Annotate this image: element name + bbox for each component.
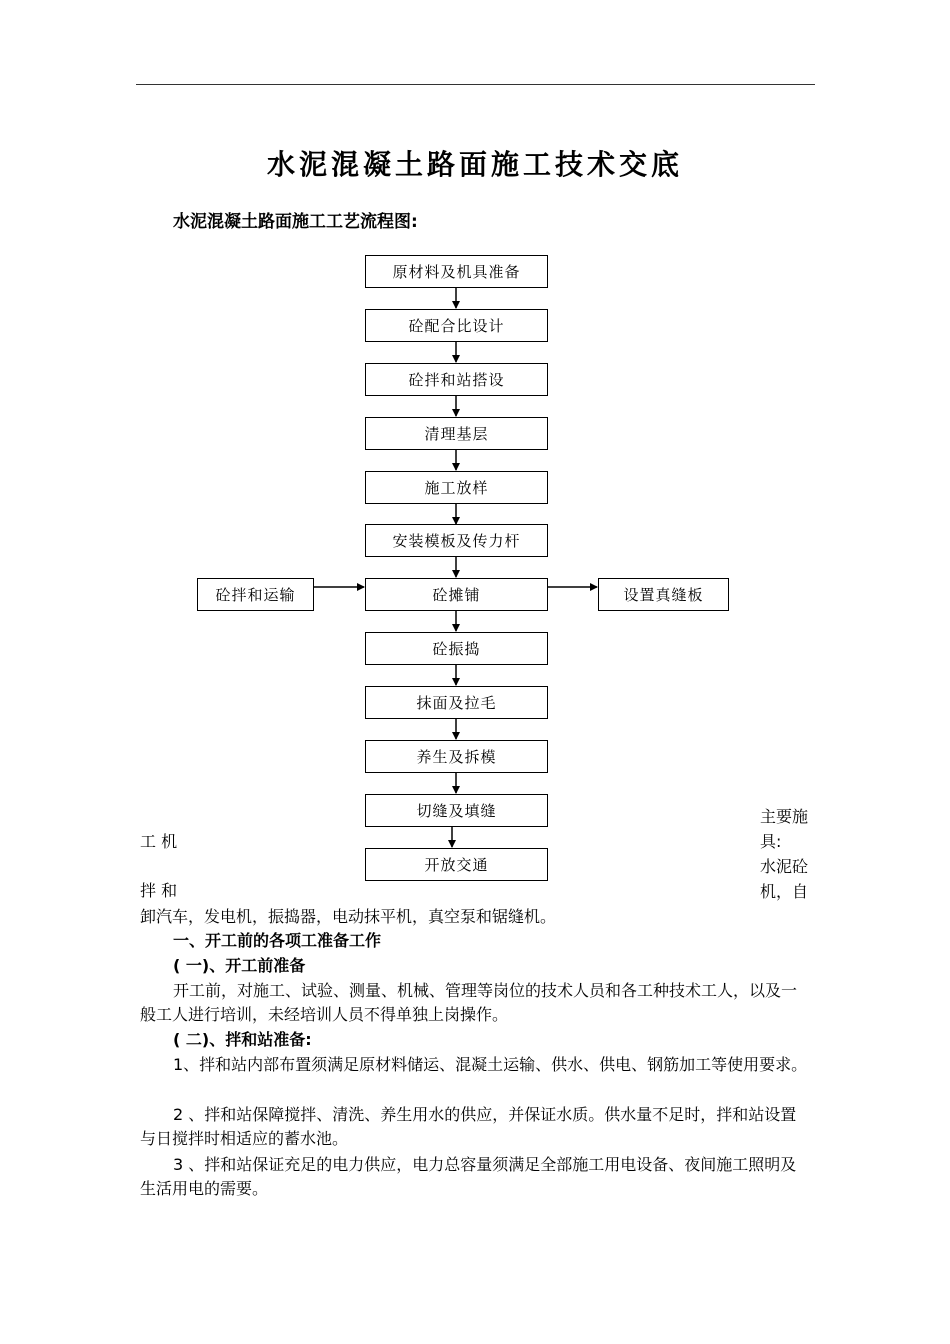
flow-step: 砼振捣 xyxy=(365,632,548,665)
paragraph: 开工前，对施工、试验、测量、机械、管理等岗位的技术人员和各工种技术工人，以及一般工人进行培训，未经培训人员不得单独上岗操作。 xyxy=(140,981,798,1024)
wrapped-text-left-1: 工 机 xyxy=(140,832,178,851)
list-item: 2 、拌和站保障搅拌、清洗、养生用水的供应，并保证水质。供水量不足时，拌和站设置与日搅拌时相适应的蓄水池。 xyxy=(140,1105,797,1148)
document-title: 水泥混凝土路面施工技术交底 xyxy=(266,148,683,181)
flow-side-box-left: 砼拌和运输 xyxy=(197,578,314,611)
equipment-line: 卸汽车，发电机，振捣器，电动抹平机，真空泵和锯缝机。 xyxy=(140,907,557,926)
flowchart-caption: 水泥混凝土路面施工工艺流程图: xyxy=(173,212,418,232)
flow-step: 清理基层 xyxy=(365,417,548,450)
flow-step: 原材料及机具准备 xyxy=(365,255,548,288)
flow-side-box-right: 设置真缝板 xyxy=(598,578,729,611)
flow-step: 开放交通 xyxy=(365,848,548,881)
flow-step: 施工放样 xyxy=(365,471,548,504)
list-item: 3 、拌和站保证充足的电力供应，电力总容量须满足全部施工用电设备、夜间施工照明及生活用电的需要。 xyxy=(140,1155,797,1198)
wrapped-text-right-2: 具: xyxy=(760,832,782,851)
flow-step: 砼摊铺 xyxy=(365,578,548,611)
list-item: 1、拌和站内部布置须满足原材料储运、混凝土运输、供水、供电、钢筋加工等使用要求。 xyxy=(173,1055,808,1074)
flow-step: 砼配合比设计 xyxy=(365,309,548,342)
subsection-heading: ( 二)、拌和站准备: xyxy=(173,1030,312,1049)
flow-step: 养生及拆模 xyxy=(365,740,548,773)
flow-step: 砼拌和站搭设 xyxy=(365,363,548,396)
wrapped-text-right-1: 主要施 xyxy=(760,807,809,826)
wrapped-text-right-4: 机，自 xyxy=(760,882,809,901)
flow-step: 抹面及拉毛 xyxy=(365,686,548,719)
wrapped-text-left-2: 拌 和 xyxy=(140,881,178,900)
subsection-heading: ( 一)、开工前准备 xyxy=(173,956,306,975)
flow-step: 切缝及填缝 xyxy=(365,794,548,827)
flow-step: 安装模板及传力杆 xyxy=(365,524,548,557)
section-heading: 一、开工前的各项工准备工作 xyxy=(173,931,382,950)
wrapped-text-right-3: 水泥砼 xyxy=(760,857,809,876)
